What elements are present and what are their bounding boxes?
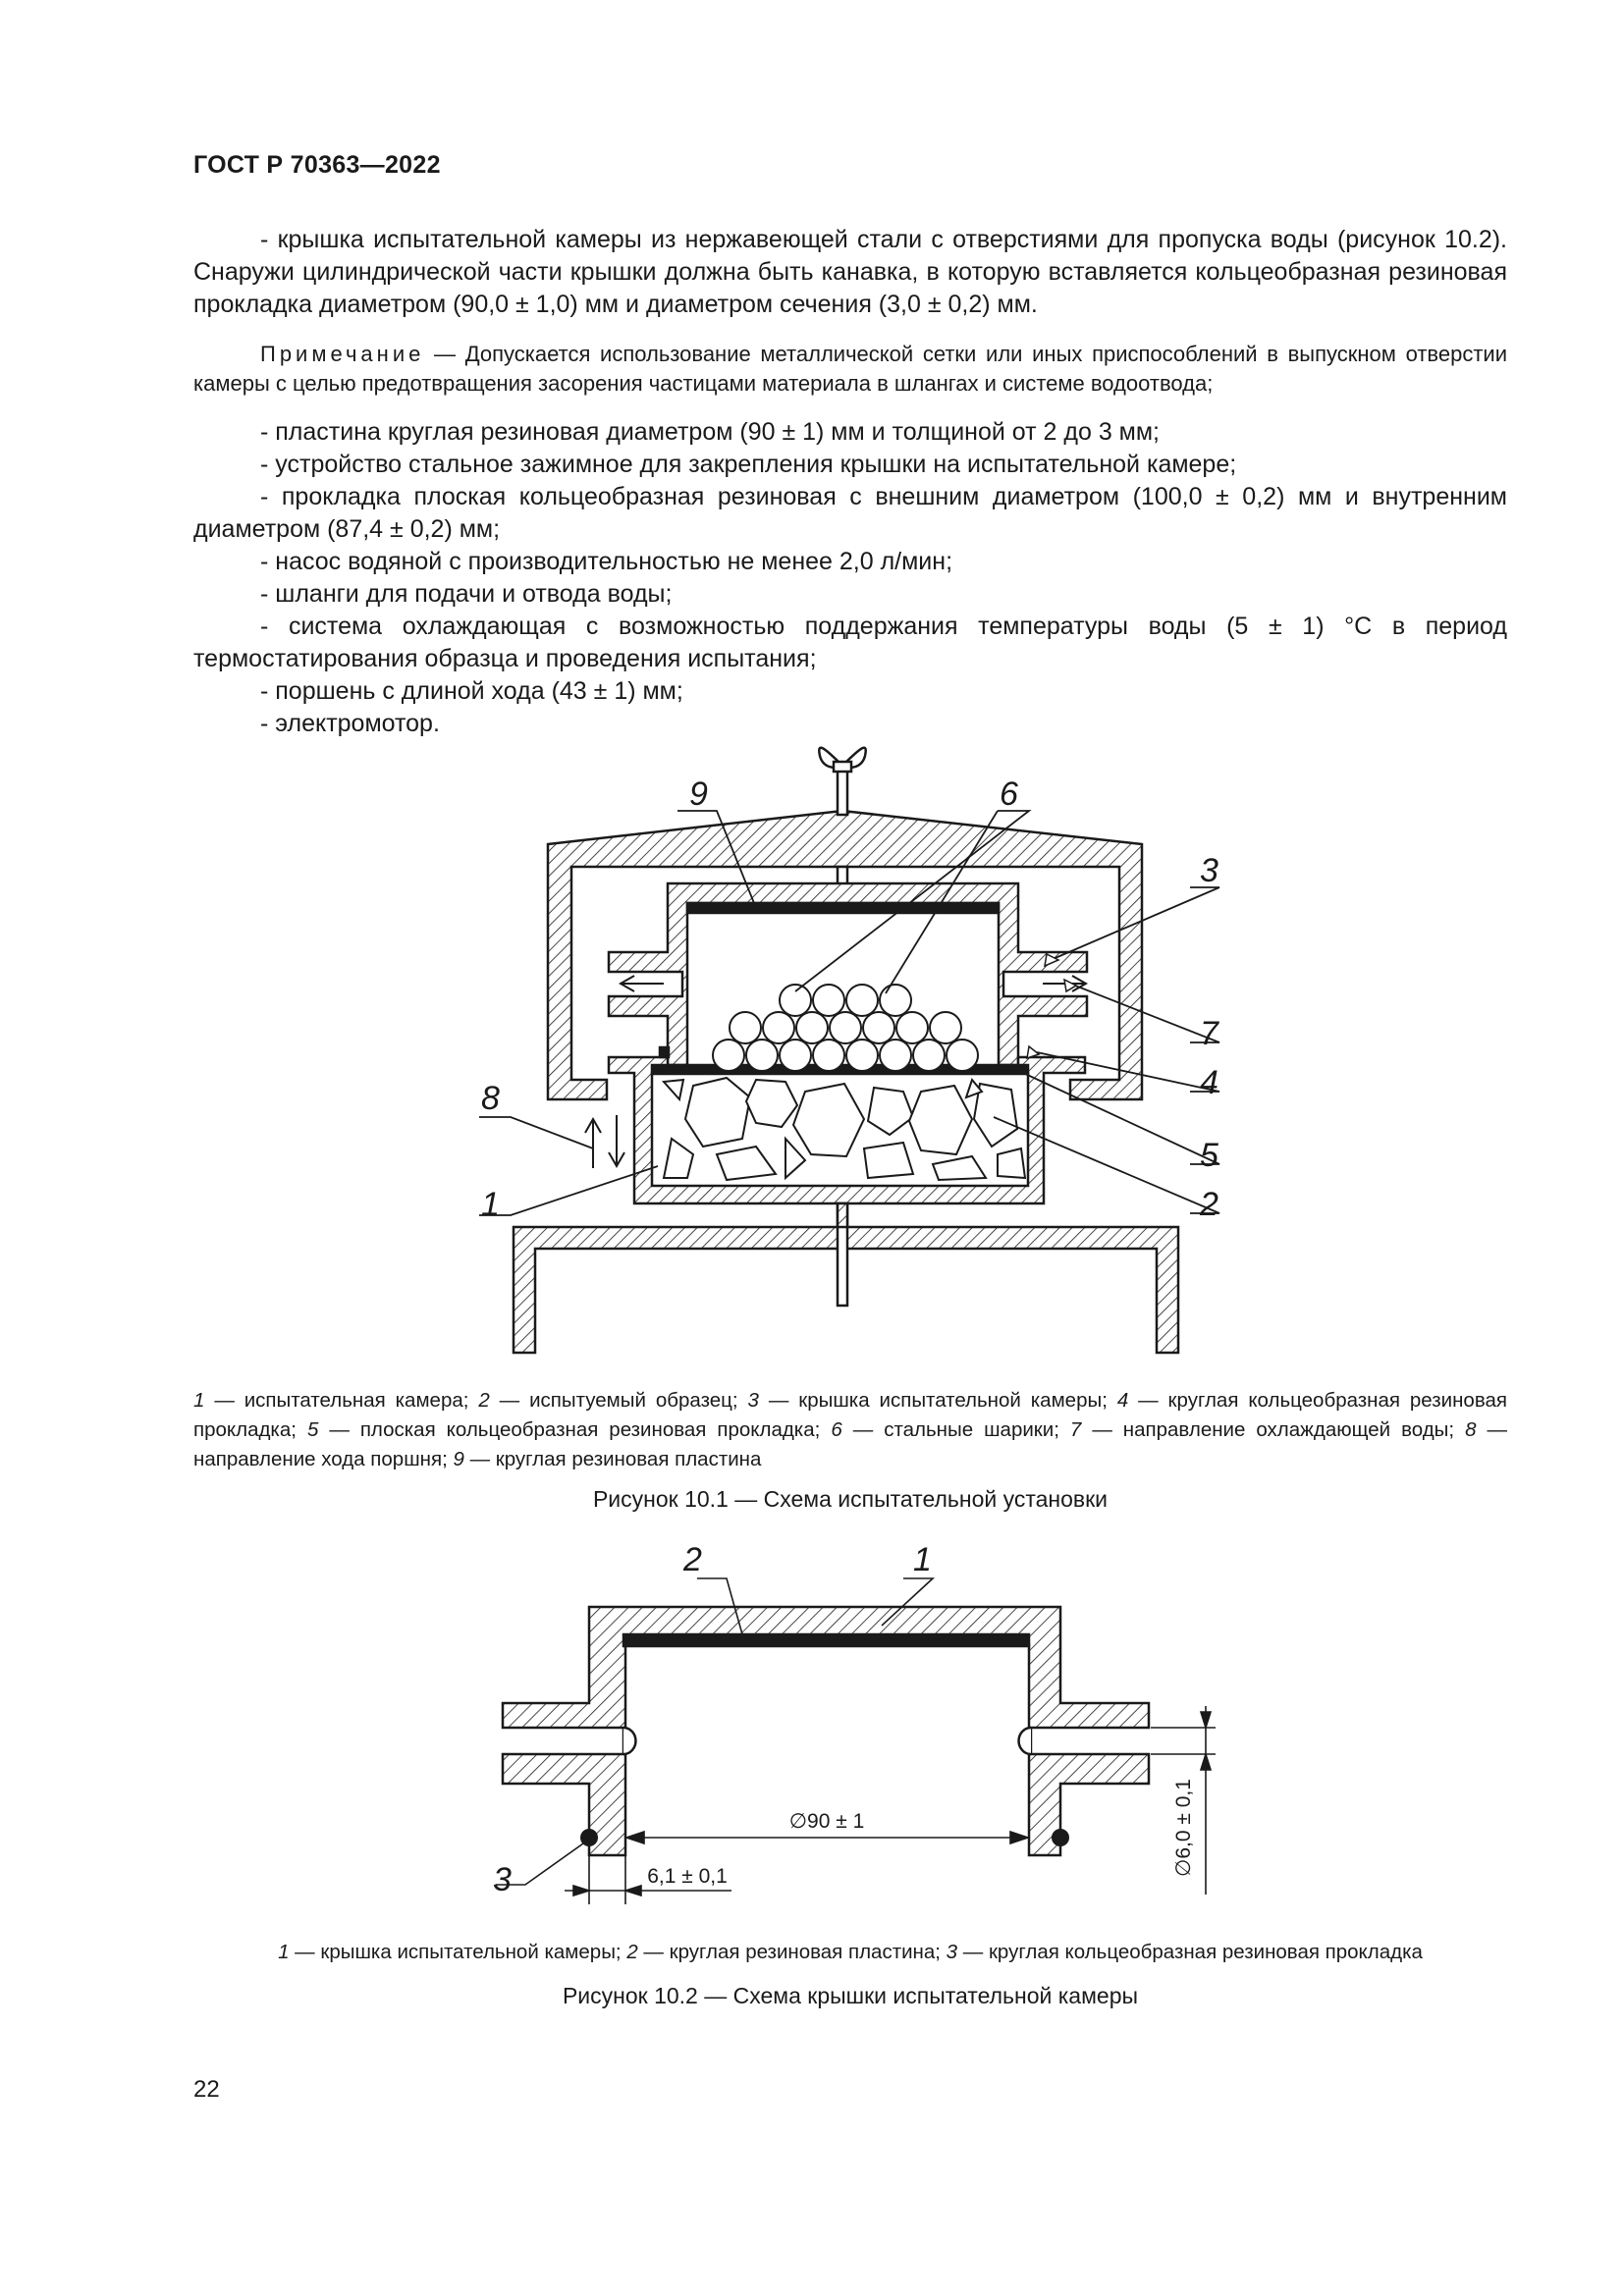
callout-9: 9 bbox=[689, 775, 708, 813]
callout-5: 5 bbox=[1200, 1137, 1218, 1174]
figure1-caption: Рисунок 10.1 — Схема испытательной установки bbox=[592, 1486, 1109, 1512]
note-text: — Допускается использование металлической сетки или иных приспособлений в выпускном отверстии камеры с целью предотвращения засорения частицами материала в шлангах и системе водоотвода; bbox=[193, 342, 1507, 396]
figure2-caption: Рисунок 10.2 — Схема крышки испытательной камеры bbox=[562, 1983, 1139, 2008]
note-label: Примечание bbox=[260, 342, 425, 366]
list-item: - прокладка плоская кольцеобразная резиновая с внешним диаметром (100,0 ± 0,2) мм и внутренним диаметром (87,4 ± 0,2) мм; bbox=[193, 483, 1507, 543]
list-item: - электромотор. bbox=[260, 710, 440, 737]
dim-hole: ∅6,0 ± 0,1 bbox=[1172, 1779, 1195, 1877]
dim-diameter: ∅90 ± 1 bbox=[788, 1810, 865, 1833]
figure2-legend: 1 — крышка испытательной камеры; 2 — круглая резиновая пластина; 3 — круглая кольцеобразная резиновая прокладка bbox=[278, 1941, 1423, 1963]
dim-wall: 6,1 ± 0,1 bbox=[647, 1865, 728, 1888]
list-item: - устройство стальное зажимное для закрепления крышки на испытательной камере; bbox=[260, 451, 1237, 478]
intro-text: - крышка испытательной камеры из нержавеющей стали с отверстиями для пропуска воды (рисунок 10.2). Снаружи цилиндрической части крышки должна быть канавка, в которую вставляется кольцеобразная резиновая прокладка диаметром (90,0 ± 1,0) мм и диаметром сечения (3,0 ± 0,2) мм. bbox=[193, 226, 1507, 318]
callout-1: 1 bbox=[481, 1186, 500, 1223]
callout-6: 6 bbox=[1000, 775, 1018, 813]
list-item: - система охлаждающая с возможностью поддержания температуры воды (5 ± 1) °С в период термостатирования образца и проведения испытания; bbox=[193, 613, 1507, 672]
list-item: - насос водяной с производительностью не менее 2,0 л/мин; bbox=[260, 548, 953, 575]
page-number: 22 bbox=[193, 2076, 220, 2103]
callout-8: 8 bbox=[481, 1080, 500, 1117]
figure-test-setup bbox=[0, 726, 1624, 1364]
note bbox=[193, 340, 1507, 399]
callout-4: 4 bbox=[1200, 1064, 1218, 1101]
callout-7: 7 bbox=[1200, 1015, 1218, 1052]
equipment-list bbox=[193, 416, 1507, 740]
figure-lid bbox=[0, 1531, 1624, 1924]
callout-3: 3 bbox=[493, 1861, 512, 1898]
callout-2: 2 bbox=[1200, 1186, 1218, 1223]
list-item: - поршень с длиной хода (43 ± 1) мм; bbox=[260, 677, 683, 705]
callout-2: 2 bbox=[683, 1541, 702, 1578]
intro-paragraph bbox=[193, 224, 1507, 321]
document-code: ГОСТ Р 70363—2022 bbox=[193, 151, 441, 179]
list-item: - шланги для подачи и отвода воды; bbox=[260, 580, 673, 608]
callout-1: 1 bbox=[913, 1541, 932, 1578]
callout-3: 3 bbox=[1200, 852, 1218, 889]
figure1-legend: 1 — испытательная камера; 2 — испытуемый образец; 3 — крышка испытательной камеры; 4 — круглая кольцеобразная резиновая прокладка; 5 — плоская кольцеобразная резиновая прокладка; 6 — стальные шарики; 7 — направление охлаждающей воды; 8 — направление хода поршня; 9 — круглая резиновая пластина bbox=[193, 1389, 1507, 1470]
list-item: - пластина круглая резиновая диаметром (90 ± 1) мм и толщиной от 2 до 3 мм; bbox=[260, 418, 1160, 446]
